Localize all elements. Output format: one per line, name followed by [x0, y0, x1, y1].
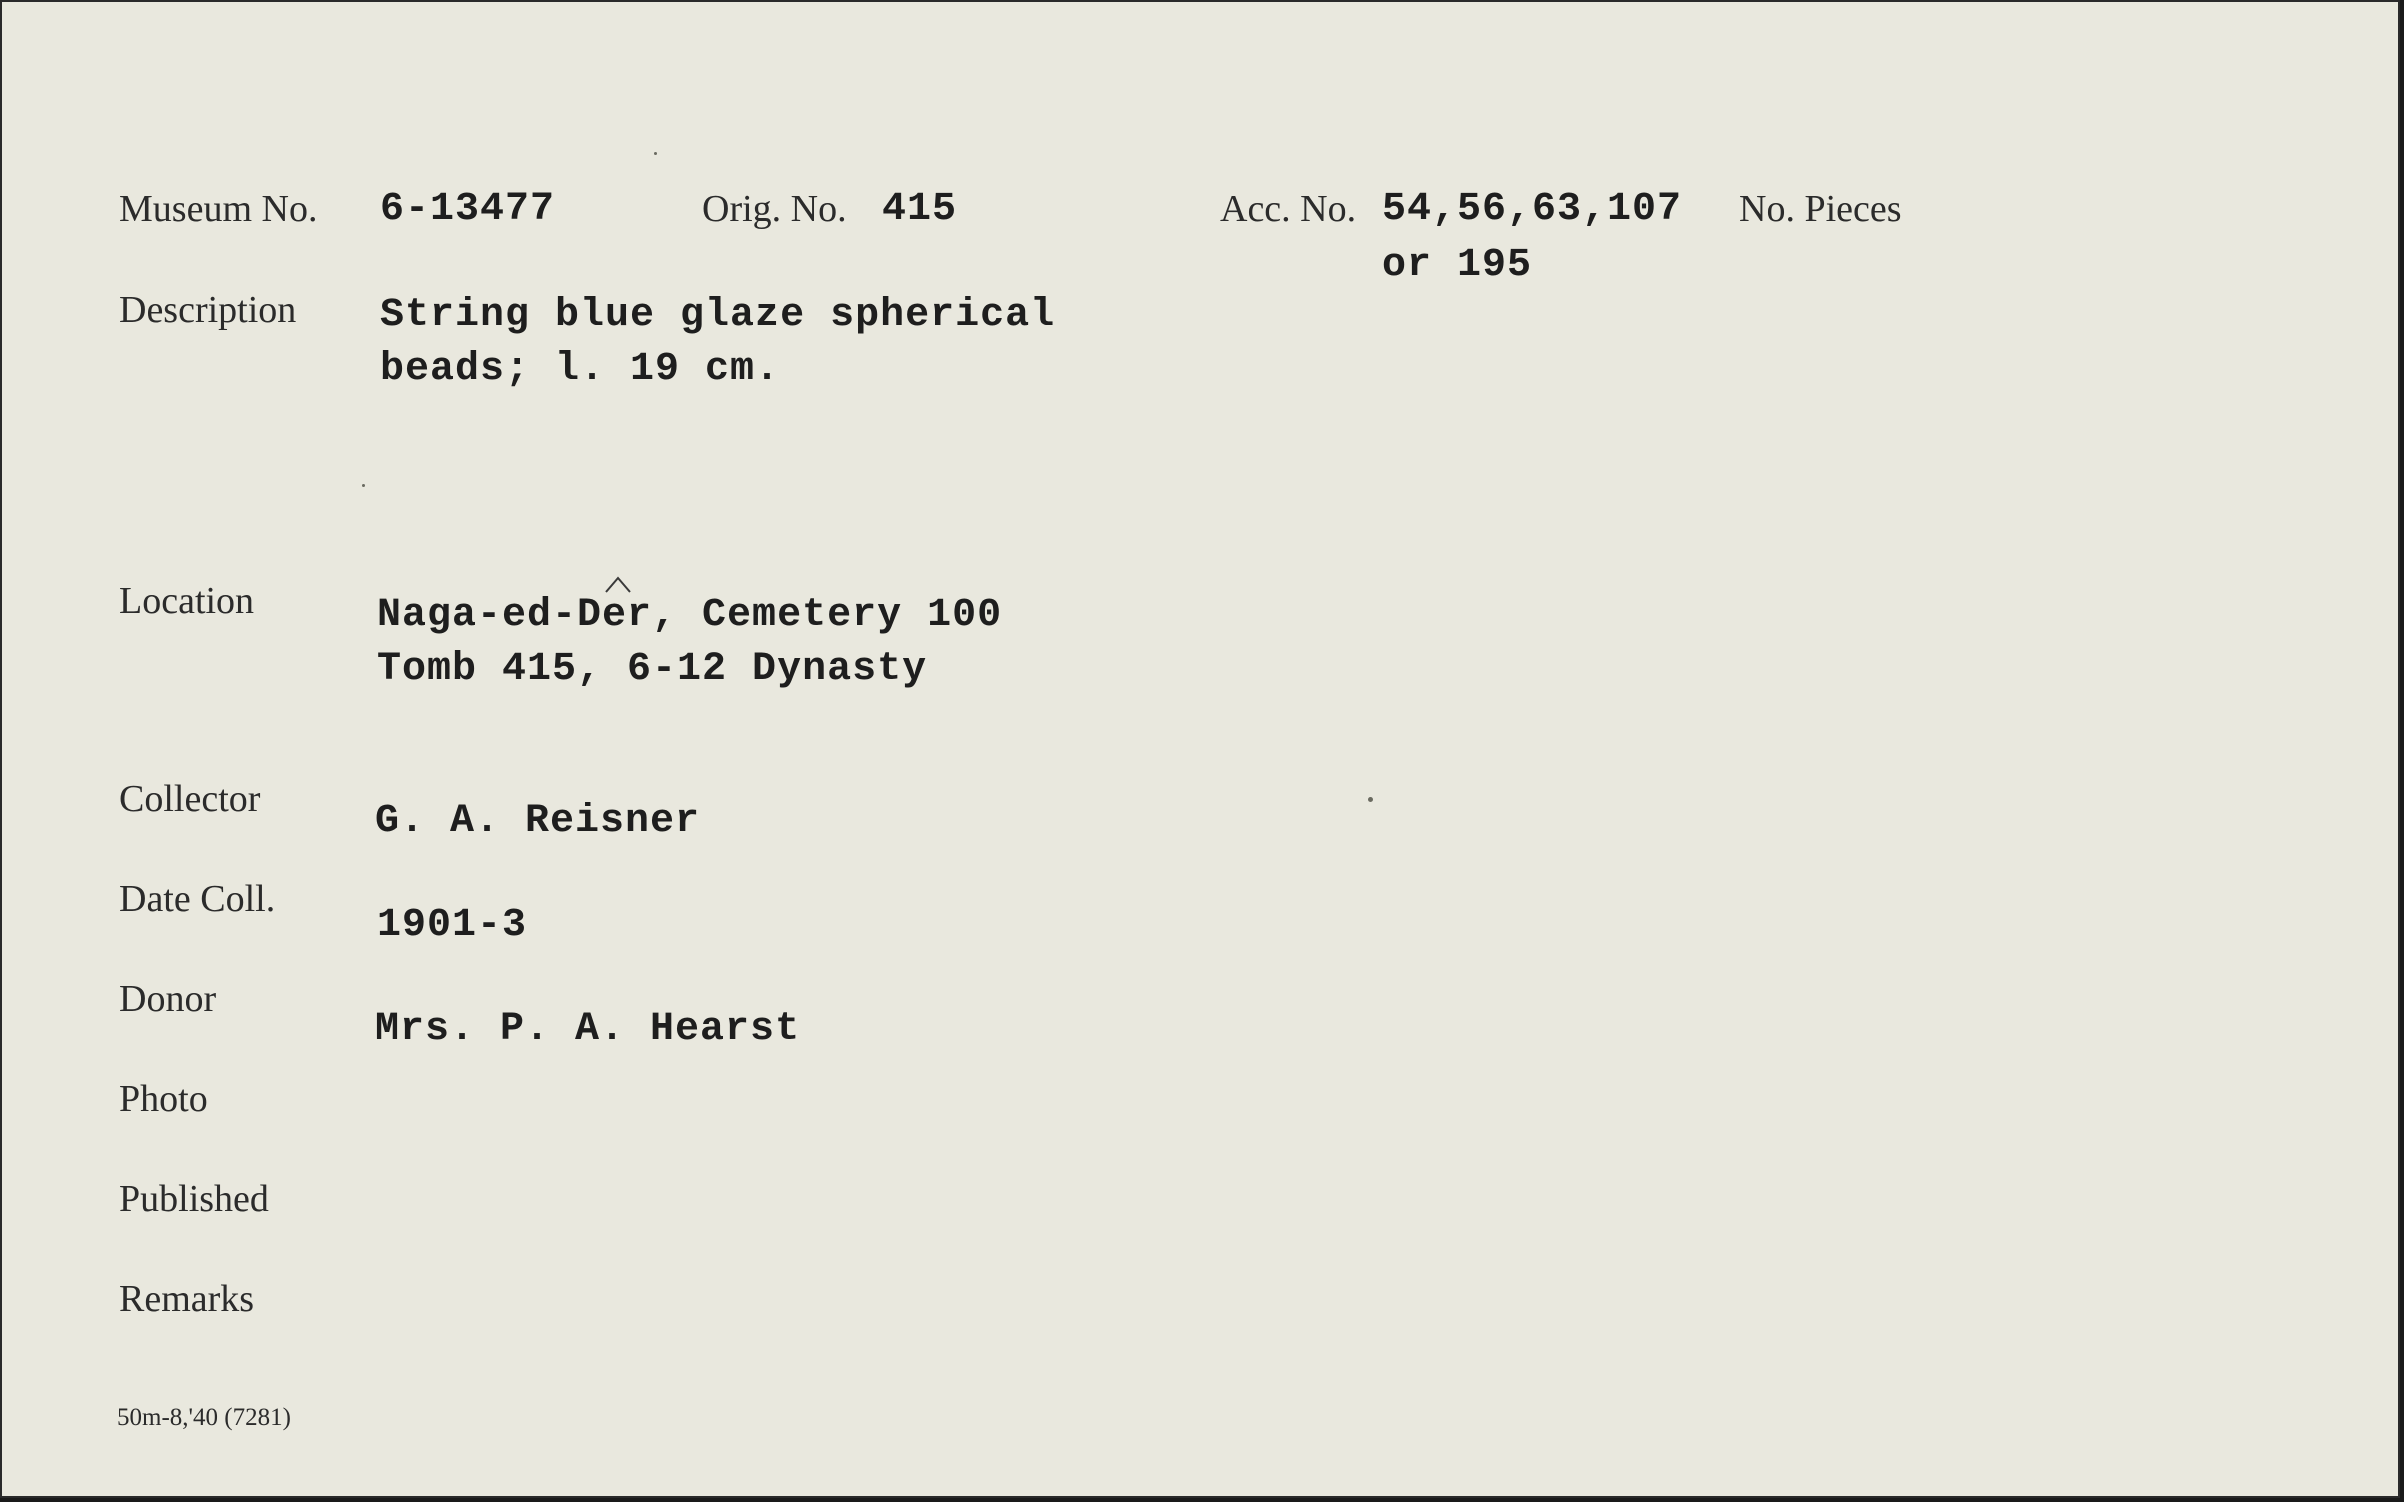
location-line1: Naga-ed-Der, Cemetery 100: [377, 593, 1003, 638]
location-label: Location: [119, 580, 255, 622]
location-line2: Tomb 415, 6-12 Dynasty: [377, 647, 928, 692]
no-pieces-label: No. Pieces: [1739, 188, 1902, 230]
acc-no-value-line2: or 195: [1382, 243, 1533, 288]
date-coll-label: Date Coll.: [119, 878, 276, 920]
museum-no-value: 6-13477: [380, 187, 556, 232]
photo-label: Photo: [119, 1078, 208, 1120]
donor-value: Mrs. P. A. Hearst: [375, 1007, 801, 1052]
handwritten-caret-mark: [604, 576, 632, 594]
paper-speck: [654, 152, 657, 155]
acc-no-label: Acc. No.: [1220, 188, 1357, 230]
orig-no-label: Orig. No.: [702, 188, 847, 230]
collector-label: Collector: [119, 778, 261, 820]
museum-no-label: Museum No.: [119, 188, 318, 230]
remarks-label: Remarks: [119, 1278, 255, 1320]
collector-value: G. A. Reisner: [375, 799, 701, 844]
form-code: 50m-8,'40 (7281): [117, 1404, 291, 1431]
paper-speck: [1368, 797, 1373, 802]
description-line2: beads; l. 19 cm.: [380, 347, 781, 392]
description-label: Description: [119, 289, 297, 331]
published-label: Published: [119, 1178, 269, 1220]
donor-label: Donor: [119, 978, 217, 1020]
description-line1: String blue glaze spherical: [380, 293, 1056, 338]
paper-speck: [362, 484, 365, 487]
date-coll-value: 1901-3: [377, 903, 528, 948]
acc-no-value-line1: 54,56,63,107: [1382, 187, 1683, 232]
orig-no-value: 415: [882, 187, 958, 232]
